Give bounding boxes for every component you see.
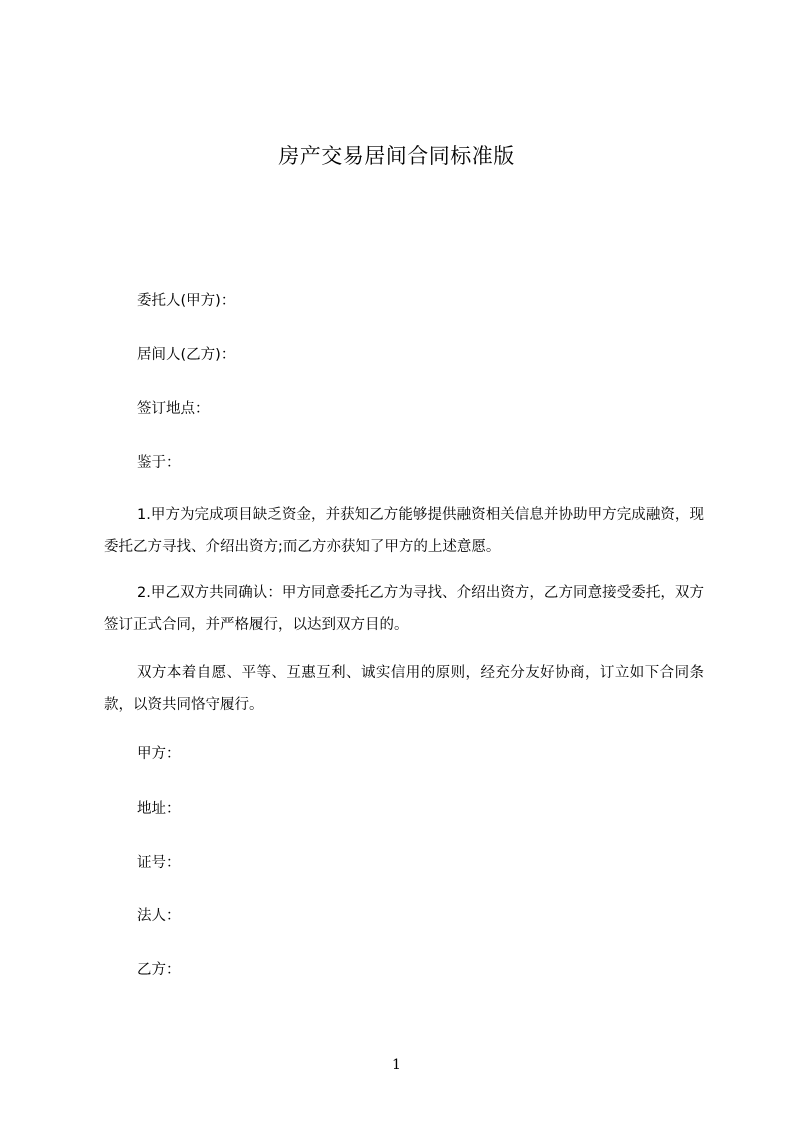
- party-b-label: 乙方：: [137, 962, 181, 978]
- clause-2-paragraph: 2.甲乙双方共同确认：甲方同意委托乙方为寻找、介绍出资方，乙方同意接受委托，双方签订正式合同，并严格履行，以达到双方目的。: [104, 585, 704, 633]
- document-title: 房产交易居间合同标准版: [278, 144, 515, 168]
- page-number: 1: [392, 1057, 401, 1073]
- signing-place-field-label: 签订地点：: [137, 401, 210, 417]
- client-field-label: 委托人(甲方)：: [137, 293, 236, 309]
- party-a-label: 甲方：: [137, 746, 181, 762]
- clause-1-paragraph: 1.甲方为完成项目缺乏资金，并获知乙方能够提供融资相关信息并协助甲方完成融资，现委托乙方寻找、介绍出资方;而乙方亦获知了甲方的上述意愿。: [104, 507, 704, 555]
- legal-person-label: 法人：: [137, 908, 181, 924]
- intermediary-field-label: 居间人(乙方)：: [137, 347, 236, 363]
- id-number-label: 证号：: [137, 855, 181, 871]
- address-label: 地址：: [137, 801, 181, 817]
- whereas-heading: 鉴于：: [137, 455, 181, 471]
- principle-paragraph: 双方本着自愿、平等、互惠互利、诚实信用的原则，经充分友好协商，订立如下合同条款，以资共同恪守履行。: [104, 665, 704, 713]
